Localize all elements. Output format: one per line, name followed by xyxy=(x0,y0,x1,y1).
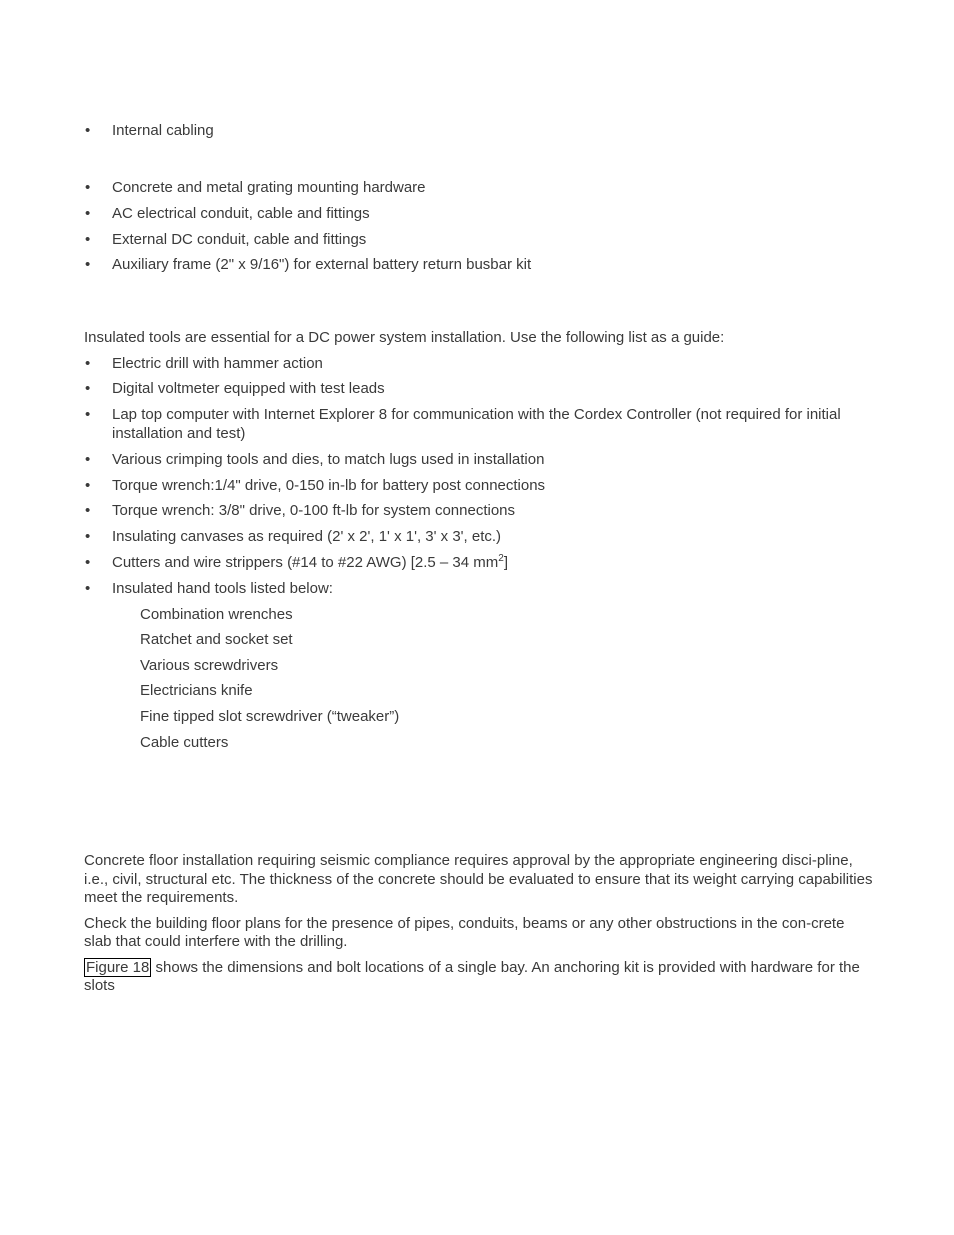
seismic-paragraph: Concrete floor installation requiring seismic compliance requires approval by the appropriate engineering disci-pline, i.e., civil, structural etc. The thickness of the concrete should be evaluated to ensure that its weight carrying capabilities meet the requirements. xyxy=(84,852,873,906)
cutters-text: Cutters and wire strippers (#14 to #22 AWG) [2.5 – 34 mm xyxy=(112,554,499,572)
internal-list xyxy=(84,121,874,140)
cutters-close: ] xyxy=(503,554,509,572)
list-item: • Auxiliary frame (2" x 9/16") for external battery return busbar kit xyxy=(84,255,874,274)
list-item: • Insulated hand tools listed below: xyxy=(84,579,874,598)
list-item: • Electric drill with hammer action xyxy=(84,354,874,373)
not-supplied-list xyxy=(84,178,874,274)
list-item: • Various crimping tools and dies, to match lugs used in installation xyxy=(84,450,874,469)
tools-list xyxy=(84,354,874,598)
list-item: Combination wrenches xyxy=(140,605,293,623)
list-item: Electricians knife xyxy=(140,682,253,700)
list-item xyxy=(84,553,874,572)
list-item: • AC electrical conduit, cable and fittings xyxy=(84,204,874,223)
list-item: • Concrete and metal grating mounting hardware xyxy=(84,178,874,197)
list-item: Cable cutters xyxy=(140,733,229,751)
list-item: • Digital voltmeter equipped with test leads xyxy=(84,379,874,398)
list-item: • Internal cabling xyxy=(84,121,874,140)
hand-tools-list xyxy=(84,605,874,752)
list-item: • Insulating canvases as required (2' x 2', 1' x 1', 3' x 3', etc.) xyxy=(84,527,874,546)
list-item: Ratchet and socket set xyxy=(140,631,293,649)
floor-plans-paragraph: Check the building floor plans for the presence of pipes, conduits, beams or any other obstructions in the con-crete slab that could interfere with the drilling. xyxy=(84,914,845,950)
figure-paragraph xyxy=(84,959,874,996)
list-item: Fine tipped slot screwdriver (“tweaker”) xyxy=(140,708,400,726)
list-item: Various screwdrivers xyxy=(140,656,279,674)
floor-installation-section xyxy=(84,852,874,996)
figure-18-link[interactable]: Figure 18 xyxy=(86,958,150,976)
tools-intro: Insulated tools are essential for a DC power system installation. Use the following list as a guide: xyxy=(84,329,725,346)
figure-paragraph-text: shows the dimensions and bolt locations of a single bay. An anchoring kit is provided with hardware for the slots xyxy=(84,958,860,994)
list-item: • Torque wrench: 3/8" drive, 0-100 ft-lb for system connections xyxy=(84,501,874,520)
not-supplied-section xyxy=(84,178,874,281)
list-item: • Torque wrench:1/4" drive, 0-150 in-lb for battery post connections xyxy=(84,476,874,495)
internal-list-section xyxy=(84,121,874,147)
list-item: • Lap top computer with Internet Explorer 8 for communication with the Cordex Controller (not required for initial installation and test) xyxy=(84,405,874,443)
tools-section xyxy=(84,329,874,758)
list-item: • External DC conduit, cable and fittings xyxy=(84,230,874,249)
superscript: 2 xyxy=(498,553,504,565)
